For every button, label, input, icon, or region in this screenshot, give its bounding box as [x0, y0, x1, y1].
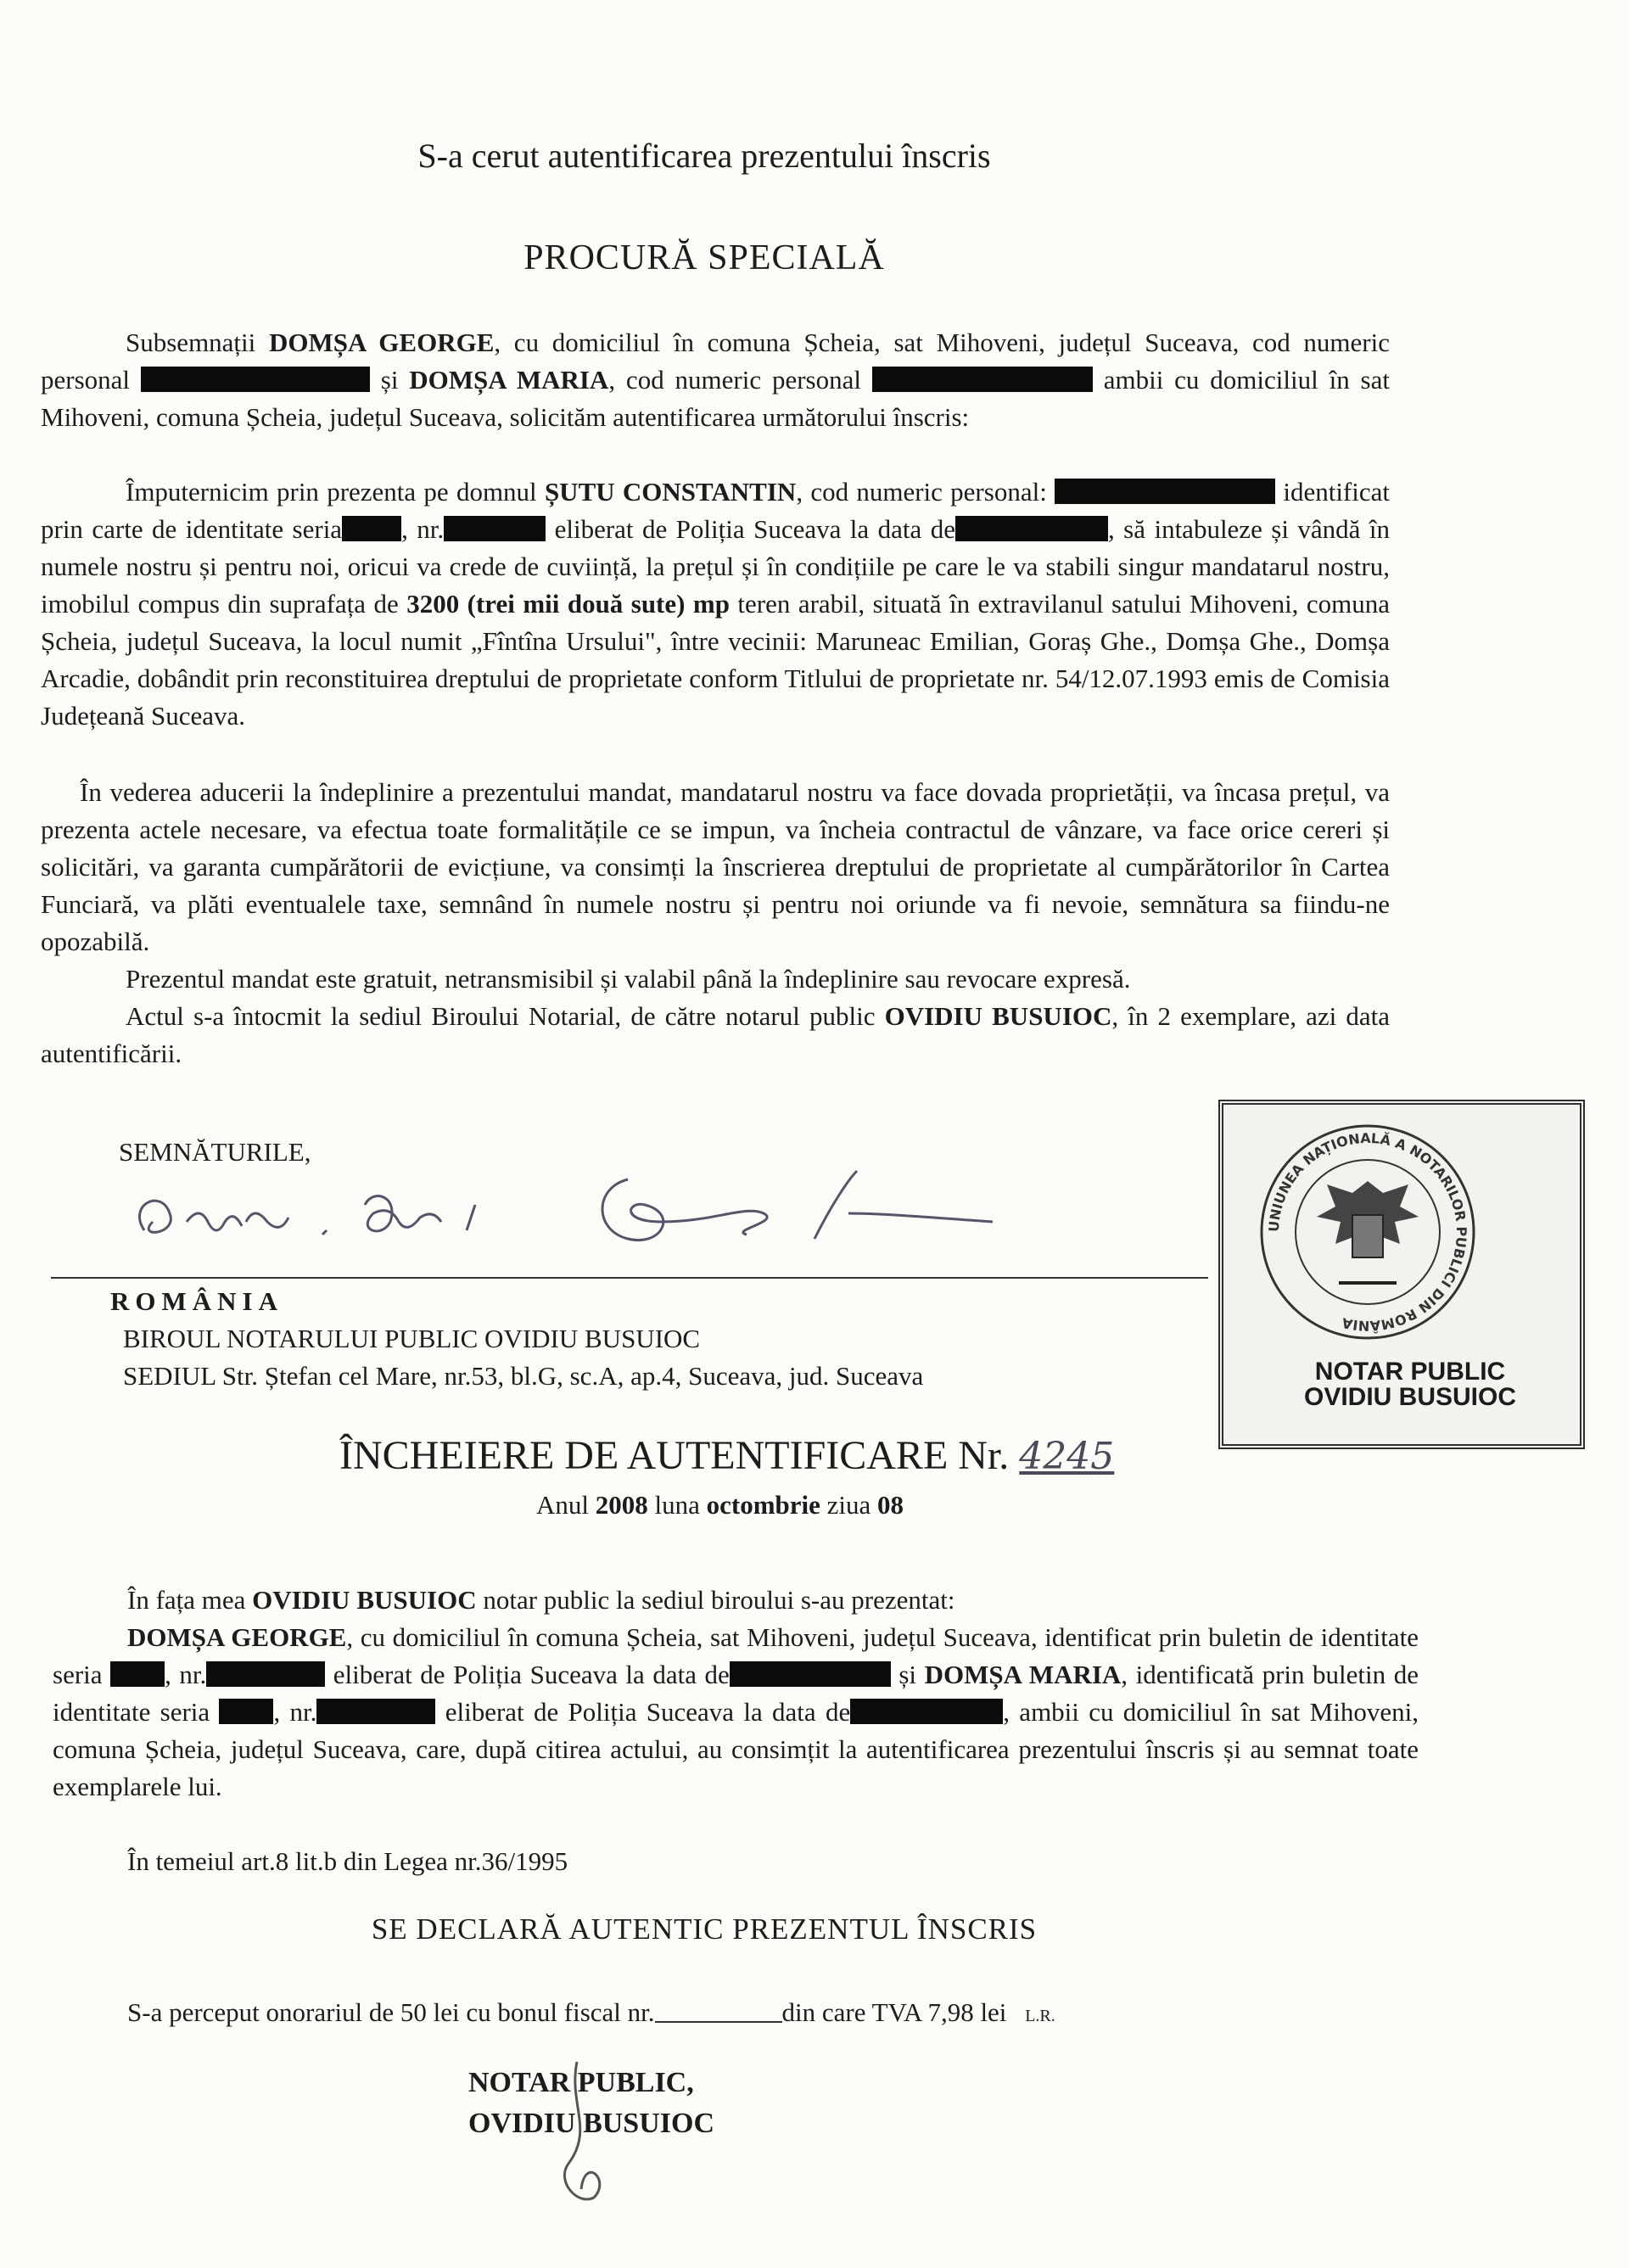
redacted-block — [850, 1699, 1003, 1724]
notary-address: SEDIUL Str. Ștefan cel Mare, nr.53, bl.G, sc.A, ap.4, Suceava, jud. Suceava — [123, 1361, 924, 1391]
text: , identificată prin buletin de identitate seria — [53, 1660, 1419, 1727]
redacted-block — [206, 1661, 325, 1687]
declaration: SE DECLARĂ AUTENTIC PREZENTUL ÎNSCRIS — [371, 1912, 1038, 1946]
document-title: PROCURĂ SPECIALĂ — [523, 238, 885, 277]
text: și — [369, 365, 410, 395]
grantor-name-1: DOMȘA GEORGE — [268, 328, 495, 357]
party-name-2: DOMȘA MARIA — [924, 1660, 1122, 1689]
text: , să intabuleze și vândă în numele nostru și pentru noi, oricui va crede de cuviință, la prețul și în condițiile pe care le va stabili singur mandatarul nostru, imobilul compus din suprafața de — [41, 514, 1390, 619]
paragraph-grantors — [41, 324, 1390, 436]
redacted-block — [1055, 479, 1275, 504]
request-line: S-a cerut autentificarea prezentului înscris — [417, 137, 991, 175]
conclusion-date — [536, 1490, 904, 1520]
signoff-title: NOTAR PUBLIC, — [468, 2067, 694, 2098]
month: octombrie — [706, 1490, 820, 1520]
text: notar public la sediul biroului s-au prezentat: — [476, 1585, 955, 1615]
conclusion-parties — [53, 1619, 1419, 1806]
handwritten-signatures — [119, 1154, 1018, 1264]
text: , ambii cu domiciliul în sat Mihoveni, comuna Șcheia, județul Suceava, care, după citirea actului, au consimțit la autentificarea prezentului înscris și au semnat toate exemplarele lui. — [53, 1697, 1419, 1801]
text: , cu domiciliul în comuna Șcheia, sat Mihoveni, județul Suceava, cod numeric personal — [41, 328, 1390, 395]
text: , cod numeric personal — [608, 365, 872, 395]
stamp-seal-icon — [1257, 1122, 1478, 1342]
year: 2008 — [595, 1490, 648, 1520]
text: S-a perceput onorariul de 50 lei cu bonul fiscal nr. — [127, 1997, 655, 2027]
paragraph-drafted — [41, 998, 1390, 1072]
stamp-line-2: OVIDIU BUSUIOC — [1303, 1383, 1517, 1411]
day: 08 — [877, 1490, 904, 1520]
redacted-block — [872, 367, 1093, 392]
stamp-line-1: NOTAR PUBLIC — [1314, 1358, 1506, 1386]
notary-stamp — [1218, 1100, 1585, 1449]
text: eliberat de Poliția Suceava la data de — [325, 1660, 730, 1689]
text: Anul — [536, 1490, 596, 1520]
fee-line — [127, 1994, 1055, 2035]
agent-name: ȘUTU CONSTANTIN — [544, 477, 797, 507]
redacted-block — [141, 367, 370, 392]
land-area: 3200 (trei mii două sute) mp — [406, 589, 730, 619]
signoff-name: OVIDIU BUSUIOC — [468, 2108, 714, 2139]
redacted-block — [316, 1699, 435, 1724]
conclusion-title-text: ÎNCHEIERE DE AUTENTIFICARE Nr. — [339, 1433, 1010, 1478]
stamp-caption — [1283, 1359, 1537, 1410]
redacted-block — [110, 1661, 165, 1687]
paragraph-powers: În vederea aducerii la îndeplinire a prezentului mandat, mandatarul nostru va face dovada proprietății, va încasa prețul, va prezenta actele necesare, va efectua toate formalitățile ce se impun, va încheia contractul de vânzare, va face orice cereri și solicitări, va garanta cumpărătorii de evicțiune, va consimți la înscrierea dreptului de proprietate al cumpărătorilor în Cartea Funciară, va plăti eventualele taxe, semnând în numele nostru și pentru noi oriunde va fi nevoie, semnătura sa fiindu-ne opozabilă. — [41, 777, 1390, 956]
text: teren arabil, situată în extravilanul satului Mihoveni, comuna Șcheia, județul Suceava, la locul numit „Fîntîna Ursului", între vecinii: Maruneac Emilian, Goraș Ghe., Domșa Ghe., Domșa Arcadie, dobândit prin reconstituirea dreptului de proprietate conform Titlului de proprietate nr. 54/12.07.1993 emis de Comisia Județeană Suceava. — [41, 589, 1391, 731]
text: din care TVA 7,98 lei — [781, 1997, 1007, 2027]
text: eliberat de Poliția Suceava la data de — [435, 1697, 851, 1727]
text: ambii cu domiciliul în sat Mihoveni, comuna Șcheia, județul Suceava, solicităm autentificarea următorului înscris: — [41, 365, 1390, 432]
conclusion-title — [339, 1432, 1114, 1479]
paragraph-gratuity: Prezentul mandat este gratuit, netransmisibil și valabil până la îndeplinire sau revocare expresă. — [126, 964, 1131, 994]
text: , nr. — [401, 514, 445, 544]
party-name-1: DOMȘA GEORGE — [127, 1622, 347, 1652]
notary-name: OVIDIU BUSUIOC — [252, 1585, 477, 1615]
text: Subsemnații — [126, 328, 269, 357]
paragraph-mandate — [41, 473, 1390, 735]
section-divider — [51, 1277, 1208, 1279]
redacted-block — [444, 516, 546, 541]
text: , nr. — [273, 1697, 317, 1727]
redacted-block — [955, 516, 1108, 541]
text: și — [890, 1660, 925, 1689]
text: luna — [647, 1490, 707, 1520]
text: , nr. — [165, 1660, 207, 1689]
country-label: ROMÂNIA — [110, 1286, 283, 1316]
redacted-block — [730, 1661, 891, 1687]
clerk-initials: L.R. — [1025, 2007, 1055, 2025]
notary-signature — [543, 2053, 628, 2223]
signatures-label: SEMNĂTURILE, — [119, 1137, 311, 1167]
text: Actul s-a întocmit la sediul Biroului Notarial, de către notarul public — [126, 1001, 885, 1031]
conclusion-appearance — [53, 1582, 1419, 1619]
receipt-number-blank — [655, 2001, 782, 2023]
text: ziua — [820, 1490, 878, 1520]
notary-office: BIROUL NOTARULUI PUBLIC OVIDIU BUSUIOC — [123, 1324, 701, 1353]
redacted-block — [342, 516, 401, 541]
grantor-name-2: DOMȘA MARIA — [409, 365, 609, 395]
text: Împuternicim prin prezenta pe domnul — [126, 477, 545, 507]
legal-basis: În temeiul art.8 lit.b din Legea nr.36/1995 — [127, 1846, 568, 1876]
redacted-block — [219, 1699, 273, 1724]
notary-name: OVIDIU BUSUIOC — [884, 1001, 1112, 1031]
conclusion-number: 4245 — [1019, 1435, 1115, 1478]
text: În fața mea — [127, 1585, 253, 1615]
text: , cod numeric personal: — [796, 477, 1055, 507]
text: , în 2 exemplare, azi data autentificării. — [41, 1001, 1390, 1068]
text: identificat prin carte de identitate seria — [41, 477, 1391, 544]
text: , cu domiciliul în comuna Șcheia, sat Mihoveni, județul Suceava, identificat prin buletin de identitate seria — [53, 1622, 1419, 1689]
text: eliberat de Poliția Suceava la data de — [546, 514, 955, 544]
stamp-ring-text: UNIUNEA NAȚIONALĂ A NOTARILOR PUBLICI DIN ROMÂNIA — [1265, 1129, 1470, 1335]
